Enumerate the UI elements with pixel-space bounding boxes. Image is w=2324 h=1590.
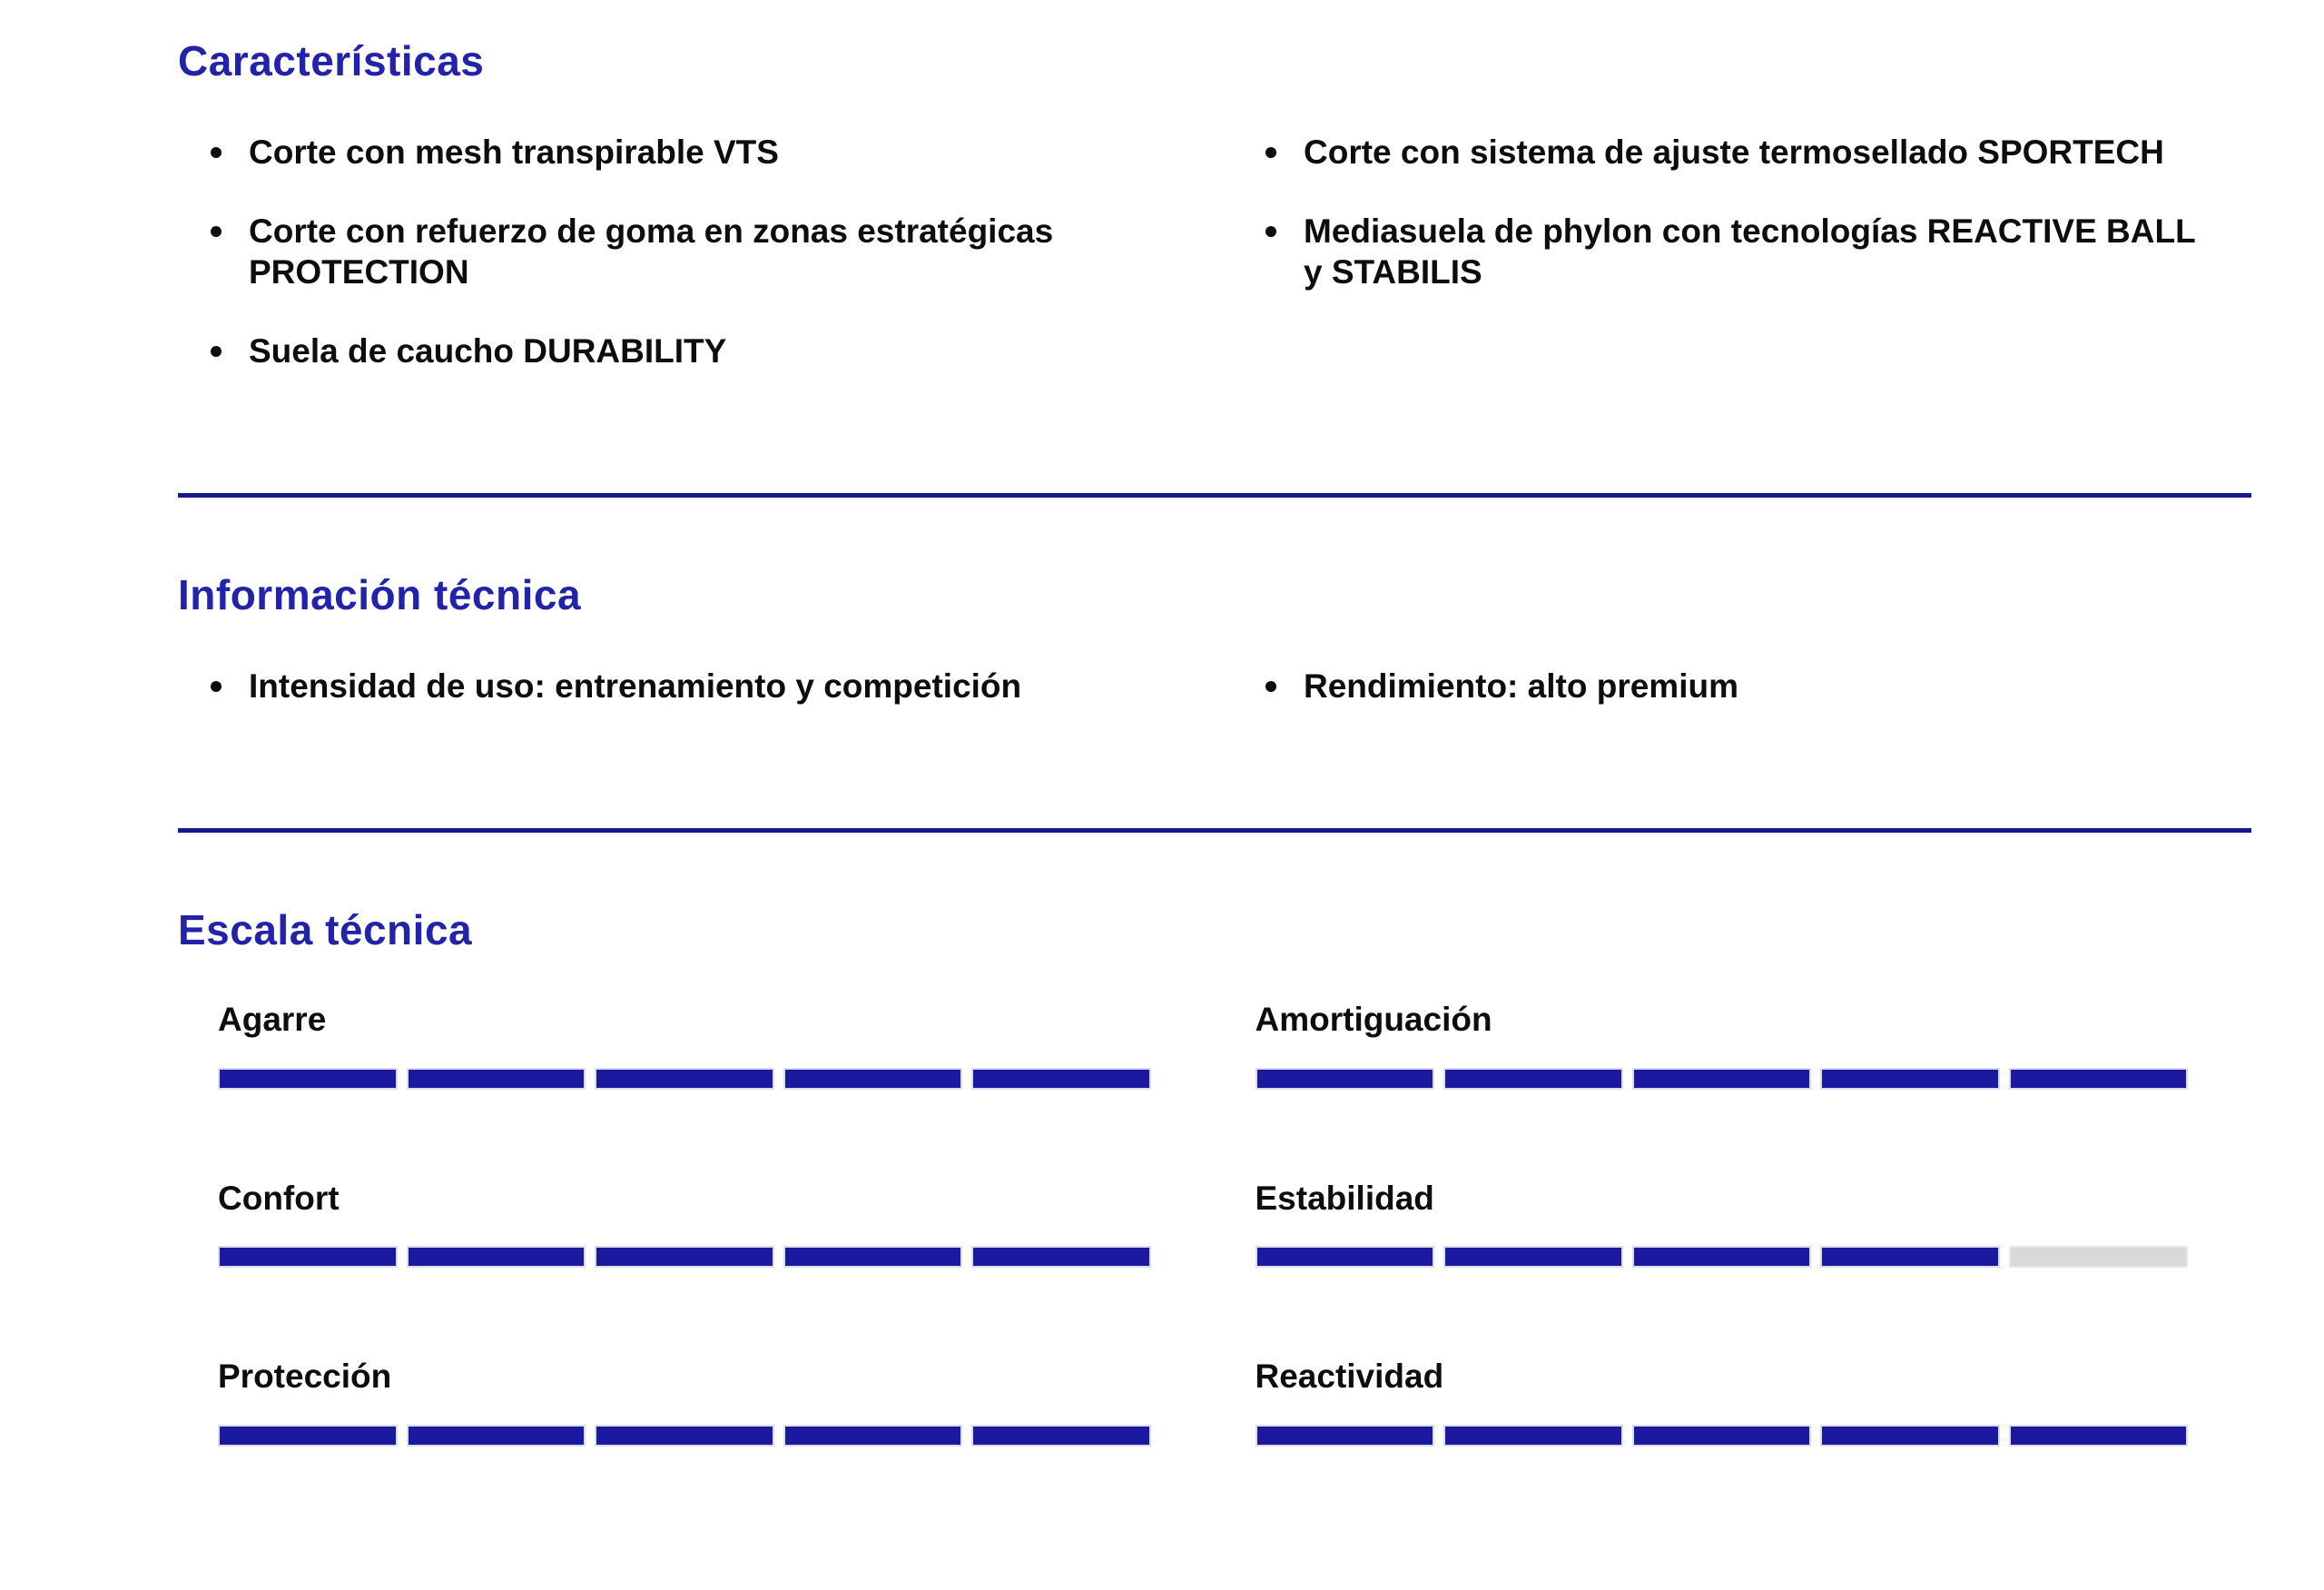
rating-segment-filled <box>1820 1246 2000 1268</box>
section-caracteristicas <box>178 38 2251 410</box>
rating-segment-filled <box>1443 1425 1623 1447</box>
rating-bar <box>1256 1068 2189 1090</box>
rating-segment-filled <box>783 1425 963 1447</box>
rating-bar <box>218 1246 1151 1268</box>
rating-bar <box>218 1068 1151 1090</box>
rating-label: Estabilidad <box>1255 1179 1434 1217</box>
rating-label: Reactividad <box>1255 1358 1444 1396</box>
caracteristicas-list-left <box>178 132 1196 410</box>
list-item: Suela de caucho DURABILITY <box>178 331 1157 371</box>
rating-segment-filled <box>1443 1246 1623 1268</box>
rating-segment-filled <box>971 1068 1151 1090</box>
rating-segment-filled <box>783 1068 963 1090</box>
rating-segment-filled <box>218 1425 398 1447</box>
rating-segment-filled <box>2009 1068 2189 1090</box>
rating-proteccion <box>218 1357 1151 1446</box>
list-item: Rendimiento: alto premium <box>1233 666 2211 706</box>
list-item: Corte con sistema de ajuste termosellado SPORTECH <box>1233 132 2211 173</box>
caracteristicas-columns <box>178 132 2251 410</box>
rating-segment-filled <box>1632 1246 1812 1268</box>
rating-segment-filled <box>971 1425 1151 1447</box>
rating-segment-filled <box>407 1068 586 1090</box>
rating-reactividad <box>1256 1357 2189 1446</box>
section-divider <box>178 493 2251 498</box>
rating-segment-filled <box>1256 1246 1435 1268</box>
section-escala-tecnica <box>178 907 2251 1536</box>
rating-bar <box>1256 1246 2189 1268</box>
rating-segment-filled <box>407 1246 586 1268</box>
rating-segment-empty <box>2009 1246 2189 1268</box>
rating-bar <box>1256 1425 2189 1447</box>
rating-segment-filled <box>1256 1425 1435 1447</box>
rating-segment-filled <box>595 1068 774 1090</box>
rating-segment-filled <box>218 1246 398 1268</box>
rating-segment-filled <box>595 1246 774 1268</box>
informacion-tecnica-title: Información técnica <box>178 571 582 619</box>
rating-label: Agarre <box>218 1001 327 1039</box>
rating-segment-filled <box>2009 1425 2189 1447</box>
rating-segment-filled <box>218 1068 398 1090</box>
rating-segment-filled <box>971 1246 1151 1268</box>
rating-segment-filled <box>1256 1068 1435 1090</box>
rating-label: Amortiguación <box>1255 1001 1492 1039</box>
list-item: Mediasuela de phylon con tecnologías REACTIVE BALL y STABILIS <box>1233 211 2211 292</box>
escala-grid <box>178 1000 2251 1535</box>
informacion-list-left <box>178 666 1196 745</box>
rating-segment-filled <box>1443 1068 1623 1090</box>
rating-segment-filled <box>1820 1068 2000 1090</box>
list-item: Corte con mesh transpirable VTS <box>178 132 1157 173</box>
rating-estabilidad <box>1256 1179 2189 1268</box>
rating-label: Protección <box>218 1358 392 1396</box>
list-item: Intensidad de uso: entrenamiento y competición <box>178 666 1157 706</box>
section-informacion-tecnica <box>178 572 2251 745</box>
rating-segment-filled <box>1632 1425 1812 1447</box>
caracteristicas-list-right <box>1233 132 2251 331</box>
informacion-list-right <box>1233 666 2251 745</box>
caracteristicas-title: Características <box>178 37 485 84</box>
rating-amortiguacion <box>1256 1000 2189 1089</box>
section-divider <box>178 828 2251 833</box>
rating-segment-filled <box>1632 1068 1812 1090</box>
rating-segment-filled <box>1820 1425 2000 1447</box>
rating-segment-filled <box>595 1425 774 1447</box>
rating-segment-filled <box>407 1425 586 1447</box>
rating-label: Confort <box>218 1179 340 1217</box>
escala-tecnica-title: Escala técnica <box>178 905 473 953</box>
rating-bar <box>218 1425 1151 1447</box>
rating-agarre <box>218 1000 1151 1089</box>
rating-confort <box>218 1179 1151 1268</box>
rating-segment-filled <box>783 1246 963 1268</box>
informacion-columns <box>178 666 2251 745</box>
list-item: Corte con refuerzo de goma en zonas estratégicas PROTECTION <box>178 211 1157 292</box>
